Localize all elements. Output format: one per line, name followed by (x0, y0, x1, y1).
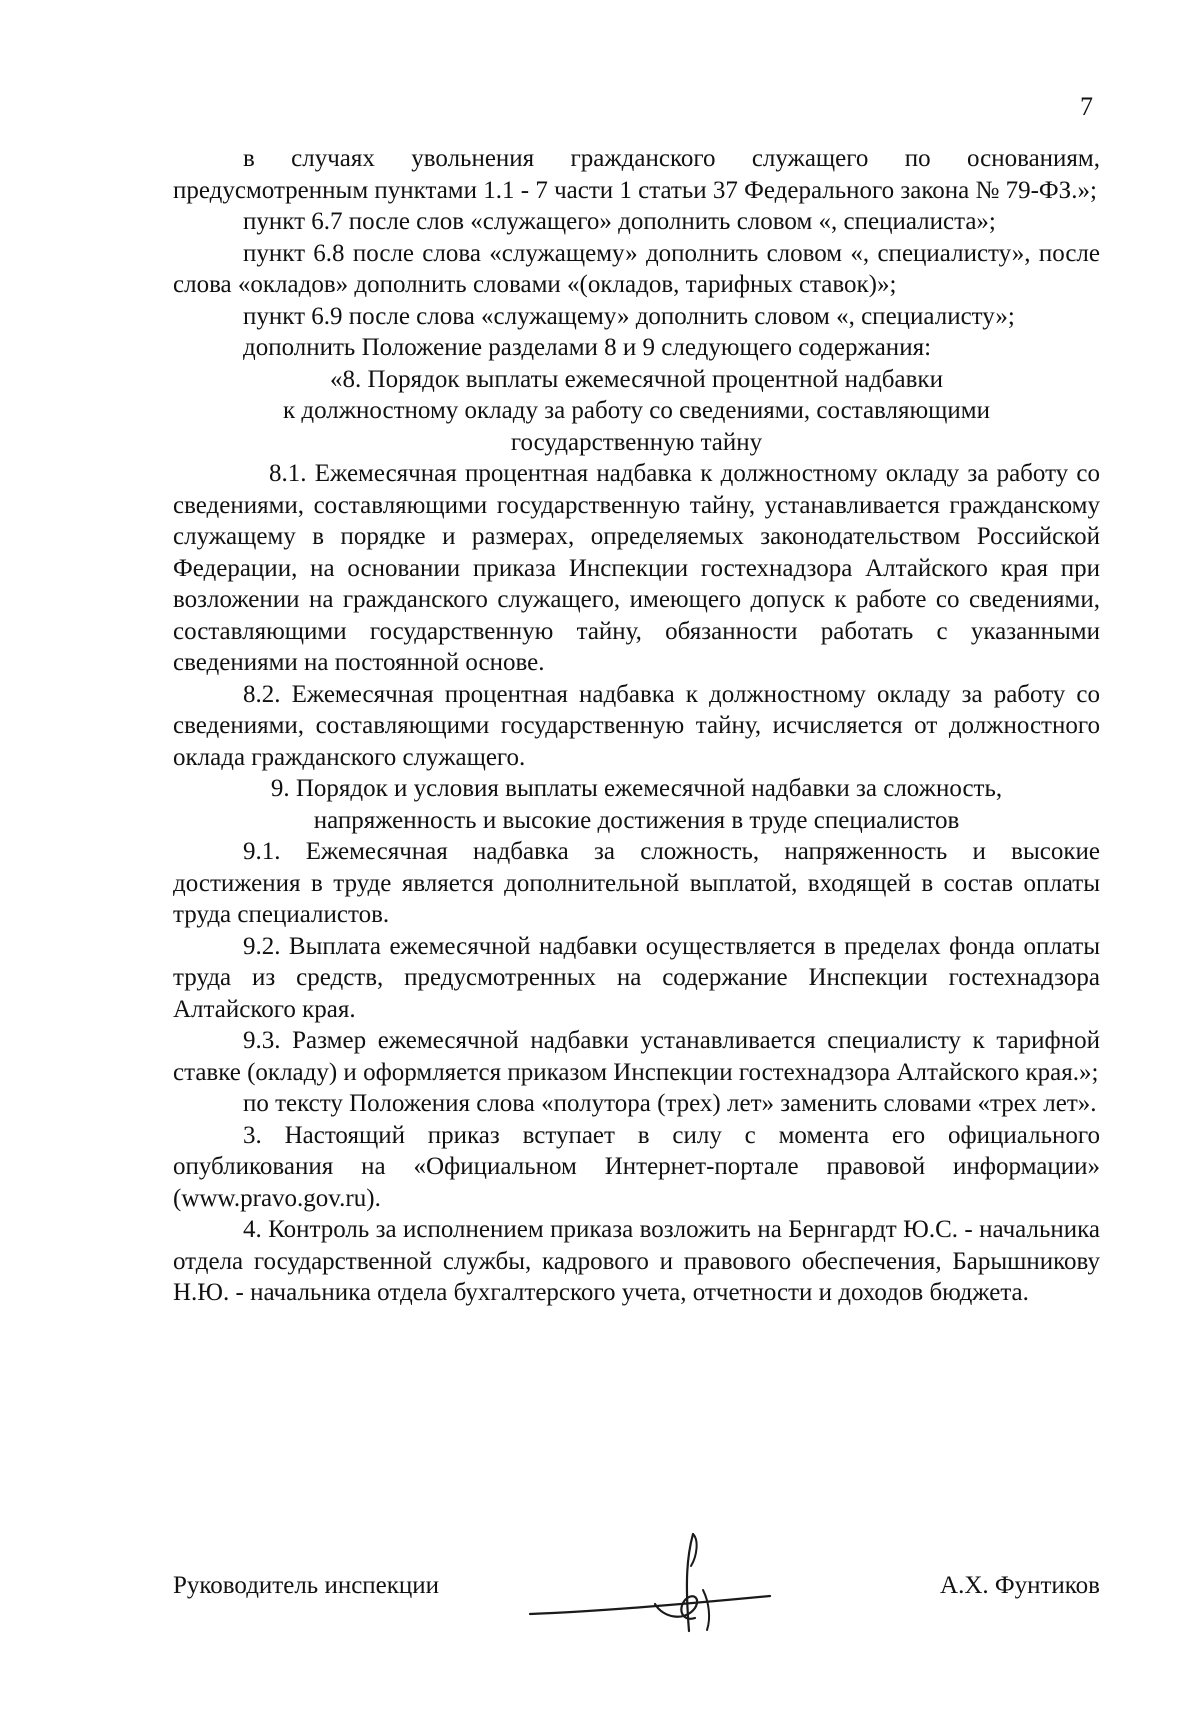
clause-4: 4. Контроль за исполнением приказа возложить на Бернгардт Ю.С. - начальника отдела государственной службы, кадрового и правового обеспечения, Барышникову Н.Ю. - начальника отдела бухгалтерского учета, отчетности и доходов бюджета. (173, 1216, 1100, 1306)
clause-9-3: 9.3. Размер ежемесячной надбавки устанавливается специалисту к тарифной ставке (окладу) и оформляется приказом Инспекции гостехнадзора Алтайского края.»; (173, 1027, 1100, 1086)
section-heading-line: «8. Порядок выплаты ежемесячной процентной надбавки (330, 365, 943, 393)
paragraph: пункт 6.7 после слов «служащего» дополнить словом «, специалиста»; (243, 208, 996, 235)
clause-9-2: 9.2. Выплата ежемесячной надбавки осуществляется в пределах фонда оплаты труда из средств, предусмотренных на содержание Инспекции гостехнадзора Алтайского края. (173, 932, 1100, 1023)
signatory-position: Руководитель инспекции (173, 1572, 440, 1599)
clause-8-1: 8.1. Ежемесячная процентная надбавка к должностному окладу за работу со сведениями, составляющими государственную тайну, устанавливается гражданскому служащему в порядке и размерах, определяемых законодательством Российской Федерации, на основании приказа Инспекции гостехнадзора Алтайского края при возложении на гражданского служащего, имеющего допуск к работе со сведениями, составляющими государственную тайну, обязанности работать с указанными сведениями на постоянной основе. (173, 460, 1100, 676)
signature-block (173, 1552, 1100, 1622)
paragraph: пункт 6.9 после слова «служащему» дополнить словом «, специалисту»; (243, 302, 1015, 330)
page-number: 7 (1080, 92, 1093, 121)
paragraph: по тексту Положения слова «полутора (трех) лет» заменить словами «трех лет». (243, 1090, 1097, 1117)
clause-3: 3. Настоящий приказ вступает в силу с момента его официального опубликования на «Официальном Интернет-портале правовой информации» (www.pravo.gov.ru). (173, 1121, 1100, 1212)
clause-8-2: 8.2. Ежемесячная процентная надбавка к должностному окладу за работу со сведениями, составляющими государственную тайну, исчисляется от должностного оклада гражданского служащего. (173, 680, 1100, 771)
section-9-heading (173, 773, 1100, 836)
clause-9-1: 9.1. Ежемесячная надбавка за сложность, напряженность и высокие достижения в труде является дополнительной выплатой, входящей в состав оплаты труда специалистов. (173, 838, 1100, 928)
section-heading-line: к должностному окладу за работу со сведениями, составляющими (282, 397, 990, 424)
section-heading-line: государственную тайну (510, 428, 763, 456)
document-body (173, 143, 1100, 1309)
section-heading-line: 9. Порядок и условия выплаты ежемесячной надбавки за сложность, (270, 775, 1003, 802)
section-heading-line: напряженность и высокие достижения в труде специалистов (313, 806, 960, 834)
handwritten-signature (525, 1526, 775, 1636)
paragraph: в случаях увольнения гражданского служащего по основаниям, предусмотренным пунктами 1.1 - 7 части 1 статьи 37 Федерального закона № 79-ФЗ.»; (173, 145, 1100, 204)
signatory-name: А.Х. Фунтиков (940, 1572, 1100, 1599)
paragraph: дополнить Положение разделами 8 и 9 следующего содержания: (243, 334, 932, 361)
paragraph: пункт 6.8 после слова «служащему» дополнить словом «, специалисту», после слова «окладов» дополнить словами «(окладов, тарифных ставок)»; (173, 239, 1100, 298)
section-8-heading (173, 364, 1100, 459)
